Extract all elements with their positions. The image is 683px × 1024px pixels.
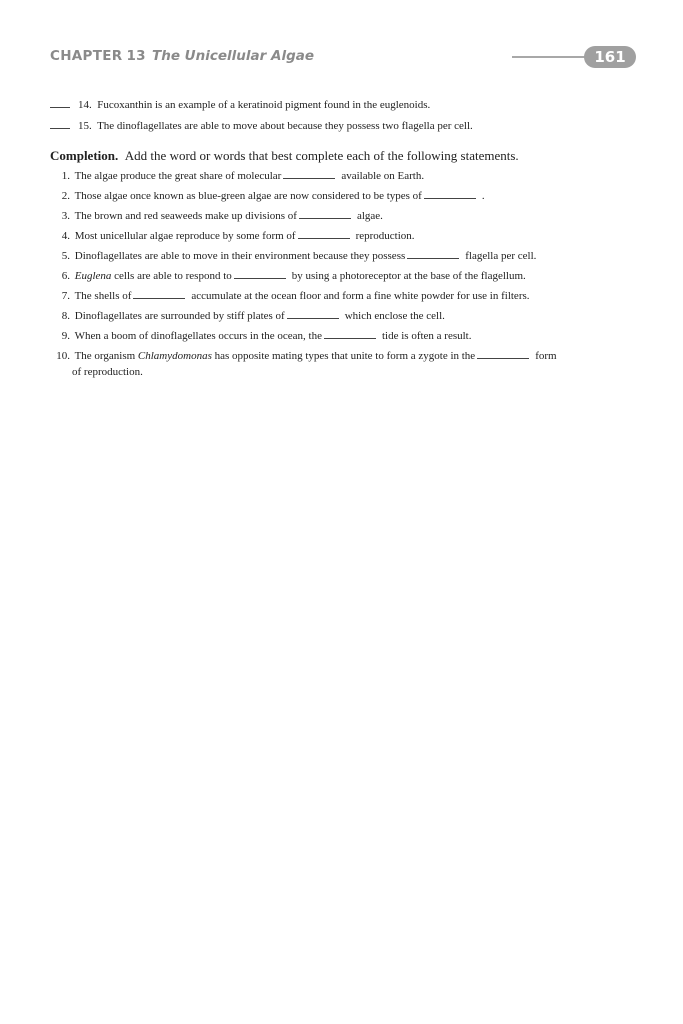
completion-item-8 <box>50 309 445 322</box>
completion-item-2 <box>50 189 485 202</box>
answer-blank <box>287 309 339 319</box>
answer-blank <box>234 269 286 279</box>
completion-item-4 <box>50 229 415 242</box>
chapter-word: CHAPTER <box>50 48 123 64</box>
tf-item-15 <box>50 119 473 132</box>
page-number-badge: 161 <box>584 46 636 68</box>
tf-text: The dinoflagellates are able to move about because they possess two flagella per cell. <box>97 120 473 132</box>
completion-heading <box>50 148 519 164</box>
item-number: 2. <box>61 190 70 202</box>
chapter-label <box>50 48 146 64</box>
item-number: 7. <box>61 290 70 302</box>
answer-blank <box>50 119 70 129</box>
tf-text: Fucoxanthin is an example of a keratinoid pigment found in the euglenoids. <box>97 99 431 111</box>
answer-blank <box>283 169 335 179</box>
item-number: 3. <box>61 210 70 222</box>
completion-item-7 <box>50 289 530 302</box>
item-number: 8. <box>61 310 70 322</box>
completion-title: Completion. <box>50 148 119 163</box>
completion-item-10 <box>50 349 557 362</box>
item-text: Those algae once known as blue-green algae are now considered to be types of <box>74 190 422 202</box>
item-number: 5. <box>61 250 70 262</box>
item-number: 6. <box>61 270 70 282</box>
chapter-number: 13 <box>126 48 146 64</box>
tf-number: 14. <box>78 99 92 111</box>
completion-item-6 <box>50 269 526 282</box>
answer-blank <box>133 289 185 299</box>
item-text: which enclose the cell. <box>344 310 445 322</box>
item-text: When a boom of dinoflagellates occurs in the ocean, the <box>74 330 322 342</box>
completion-instructions: Add the word or words that best complete each of the following statements. <box>124 148 519 163</box>
completion-item-1 <box>50 169 424 182</box>
tf-number: 15. <box>78 120 92 132</box>
answer-blank <box>50 98 70 108</box>
item-text: algae. <box>356 210 383 222</box>
item-number: 9. <box>61 330 70 342</box>
item-text: . <box>481 190 485 202</box>
item-text: The shells of <box>74 290 132 302</box>
page-header <box>50 46 640 70</box>
item-text: Dinoflagellates are able to move in their environment because they possess <box>74 250 406 262</box>
item-text: The organism <box>74 350 136 362</box>
answer-blank <box>424 189 476 199</box>
item-text: flagella per cell. <box>465 250 537 262</box>
item-text: Dinoflagellates are surrounded by stiff plates of <box>74 310 285 322</box>
completion-item-5 <box>50 249 536 262</box>
tf-item-14 <box>50 98 430 111</box>
item-italic-term: Chlamydomonas <box>137 350 212 362</box>
item-italic-term: Euglena <box>74 270 112 282</box>
completion-item-10-continuation: of reproduction. <box>72 366 143 378</box>
item-text: tide is often a result. <box>381 330 472 342</box>
item-text: available on Earth. <box>341 170 425 182</box>
item-text: cells are able to respond to <box>114 270 232 282</box>
item-text: Most unicellular algae reproduce by some form of <box>74 230 296 242</box>
item-text: by using a photoreceptor at the base of the flagellum. <box>291 270 526 282</box>
completion-item-3 <box>50 209 383 222</box>
item-text: accumulate at the ocean floor and form a fine white powder for use in filters. <box>191 290 530 302</box>
item-number: 10. <box>56 350 70 362</box>
header-rule <box>512 56 592 58</box>
item-text: The algae produce the great share of molecular <box>74 170 282 182</box>
answer-blank <box>299 209 351 219</box>
answer-blank <box>298 229 350 239</box>
item-text: form <box>535 350 557 362</box>
item-number: 1. <box>61 170 70 182</box>
answer-blank <box>324 329 376 339</box>
item-number: 4. <box>61 230 70 242</box>
answer-blank <box>407 249 459 259</box>
item-text: reproduction. <box>355 230 415 242</box>
item-text: The brown and red seaweeds make up divisions of <box>74 210 297 222</box>
answer-blank <box>477 349 529 359</box>
completion-item-9 <box>50 329 472 342</box>
item-text: has opposite mating types that unite to form a zygote in the <box>214 350 476 362</box>
chapter-title: The Unicellular Algae <box>152 48 314 64</box>
